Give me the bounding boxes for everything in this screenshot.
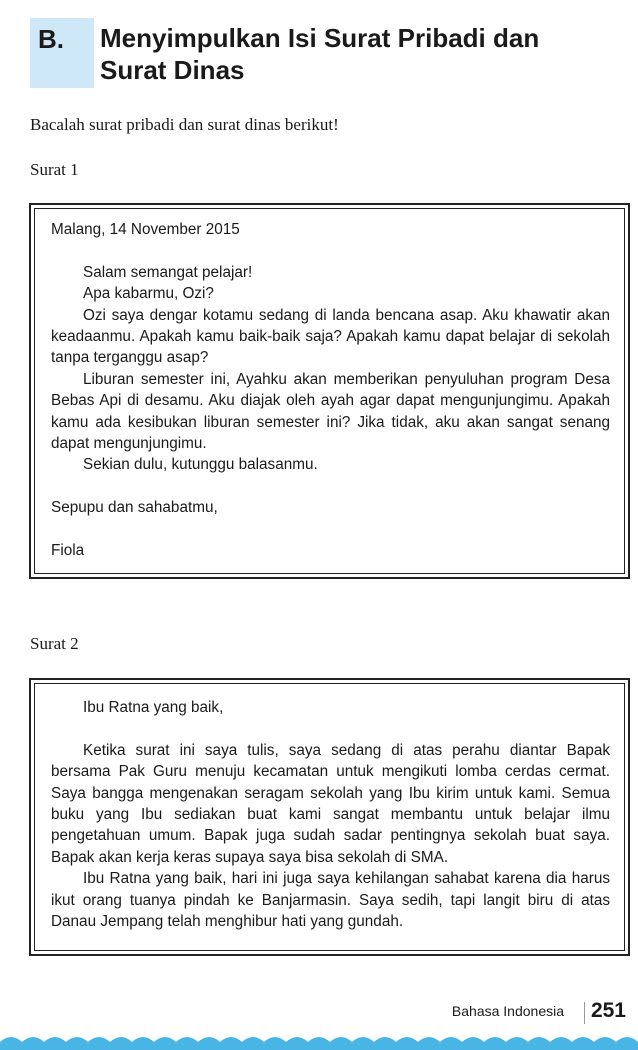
letter1-greeting2: Apa kabarmu, Ozi? bbox=[83, 285, 214, 303]
section-title bbox=[100, 22, 620, 86]
wave-decoration bbox=[0, 1032, 638, 1050]
letter1-content bbox=[34, 208, 625, 574]
page-number: 251 bbox=[590, 999, 626, 1022]
instruction-text: Bacalah surat pribadi dan surat dinas berikut! bbox=[30, 115, 339, 134]
letter1-paragraph3: Sekian dulu, kutunggu balasanmu. bbox=[83, 456, 318, 474]
section-title-line1: Menyimpulkan Isi Surat Pribadi dan bbox=[100, 23, 540, 53]
letter2-heading: Surat 2 bbox=[30, 634, 79, 653]
letter1-signature: Fiola bbox=[51, 542, 85, 560]
letter1-greeting1: Salam semangat pelajar! bbox=[83, 263, 253, 281]
letter1-box bbox=[29, 203, 630, 579]
letter1-paragraph2: Liburan semester ini, Ayahku akan memberikan penyuluhan program Desa Bebas Api di desamu. Aku diajak oleh ayah agar dapat mengunjungimu. Apakah kamu ada kesibukan liburan semester ini? Jika tidak, aku akan sangat senang dapat mengunjungimu. bbox=[51, 370, 610, 453]
book-title: Bahasa Indonesia bbox=[451, 1003, 564, 1019]
wave-band bbox=[0, 1037, 638, 1050]
section-title-line2: Surat Dinas bbox=[100, 55, 245, 85]
letter2-greeting: Ibu Ratna yang baik, bbox=[83, 699, 224, 716]
letter2-box bbox=[29, 678, 630, 956]
letter1-date: Malang, 14 November 2015 bbox=[51, 221, 240, 238]
section-label: B. bbox=[30, 18, 94, 88]
footer-divider bbox=[584, 1002, 585, 1024]
letter2-paragraph2: Ibu Ratna yang baik, hari ini juga saya kehilangan sahabat karena dia harus ikut orang tuanya pindah ke Banjarmasin. Saya sedih, tapi langit biru di atas Danau Jempang telah menghibur hati yang gundah. bbox=[51, 870, 610, 931]
letter1-paragraph1: Ozi saya dengar kotamu sedang di landa bencana asap. Aku khawatir akan keadaanmu. Apakah kamu baik-baik saja? Apakah kamu dapat belajar di sekolah tanpa terganggu asap? bbox=[51, 306, 610, 367]
letter1-heading: Surat 1 bbox=[30, 160, 79, 179]
letter2-paragraph1: Ketika surat ini saya tulis, saya sedang di atas perahu diantar Bapak bersama Pak Guru menuju kecamatan untuk mengikuti lomba cerdas cermat. Saya bangga mengenakan seragam sekolah yang Ibu kirim untuk kami. Semua buku yang Ibu sediakan buat kami sangat membantu untuk belajar ilmu pengetahuan umum. Bapak juga sudah sadar pentingnya sekolah buat saya. Bapak akan kerja keras supaya saya bisa sekolah di SMA. bbox=[51, 741, 610, 866]
letter1-closing: Sepupu dan sahabatmu, bbox=[51, 499, 218, 517]
letter2-content bbox=[34, 683, 625, 951]
